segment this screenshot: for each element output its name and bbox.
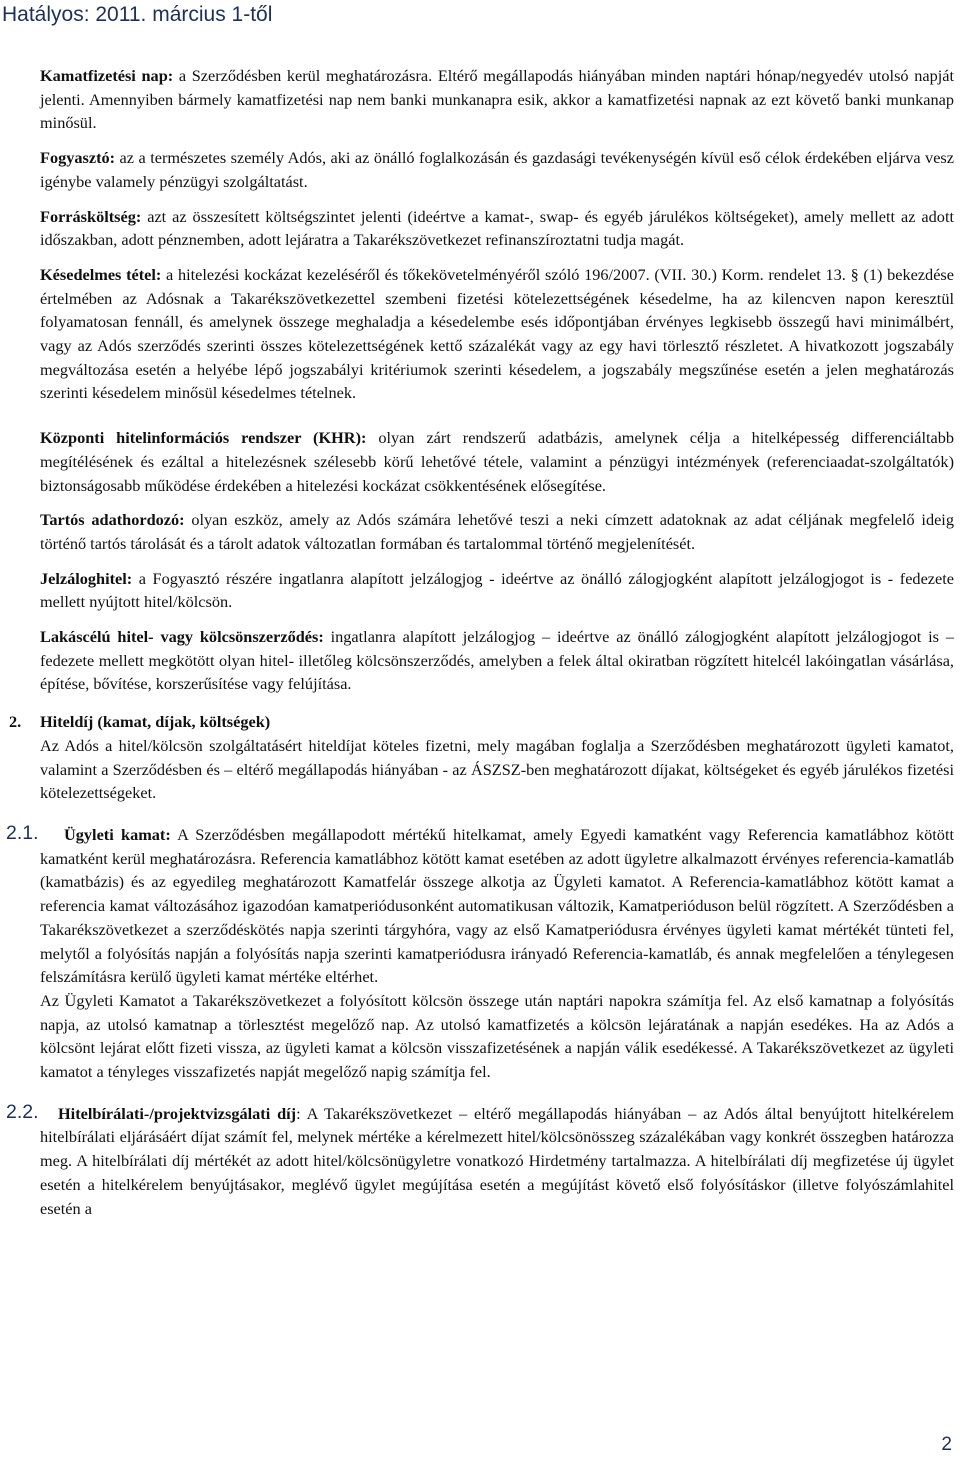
definition-text: azt az összesített költségszintet jelenti (ideértve a kamat-, swap- és egyéb járulékos költségeket), amely mellett az adott időszakban, adott pénznemben, adott lejáratra a Takarékszövetkezet refinanszíroztatni tudja magát. <box>40 206 954 250</box>
definition-kamatfizetesi-nap <box>40 64 954 135</box>
definition-text: a Szerződésben kerül meghatározásra. Eltérő megállapodás hiányában minden naptári hónap/negyedév utolsó napját jelenti. Amennyiben bármely kamatfizetési nap nem banki munkanapra esik, akkor a kamatfizetési napnak az ezt követő banki munkanap minősül. <box>40 66 954 133</box>
term-label: Lakáscélú hitel- vagy kölcsönszerződés: <box>40 627 324 647</box>
definition-lakascelu-hitel <box>40 625 954 696</box>
definition-kesedelmes-tetel <box>40 263 954 405</box>
subsection-number: 2.2. <box>6 1100 39 1123</box>
term-label: Kamatfizetési nap: <box>40 66 174 85</box>
definition-khr <box>40 426 954 497</box>
subsection-term: Ügyleti kamat: <box>64 824 171 844</box>
term-label: Tartós adathordozó: <box>40 510 185 530</box>
term-label: Jelzáloghitel: <box>40 568 133 588</box>
term-label: Fogyasztó: <box>40 148 116 168</box>
definition-tartos-adathordozo <box>40 508 954 555</box>
definition-text: a hitelezési kockázat kezeléséről és tőkekövetelményéről szóló 196/2007. (VII. 30.) Korm. rendelet 13. § (1) bekezdése értelmében az Adósnak a Takarékszövetkezettel szembeni fizetési kötelezettségének késedelme, ha az kilencven napon keresztül folyamatosan fennáll, és amelynek összege meghaladja a késedelembe esés időpontjában érvényes legkisebb összegű havi minimálbért, vagy az Adós szerződés szerinti összes kötelezettségének kettő százalékát vagy az egy havi törlesztő részletet. A hivatkozott jogszabály megváltozása esetén a helyébe lépő jogszabályi kritériumok szerinti késedelem, a jogszabály megszűnése esetén a jelen meghatározás szerinti késedelem minősül késedelmes tételnek. <box>40 264 954 403</box>
term-label: Késedelmes tétel: <box>40 264 162 284</box>
subsection-text: : A Takarékszövetkezet – eltérő megállapodás hiányában – az Adós által benyújtott hitelkérelem hitelbírálati eljárásáért díjat számít fel, melynek mértéke a kérelmezett hitel/kölcsönösszeg százalékában vagy konkrét összegben határozza meg. A hitelbírálati díj mértékét az adott hitel/kölcsönügyletre vonatkozó Hirdetmény tartalmazza. A hitelbírálati díj megfizetése új ügylet esetén a hitelkérelem benyújtásakor, meglévő ügylet megújítása esetén a megújítást követő első folyósításkor (illetve folyószámlahitel esetén a <box>40 1103 954 1218</box>
section-2-2 <box>6 1100 954 1221</box>
term-label: Központi hitelinformációs rendszer (KHR): <box>40 428 367 448</box>
validity-header: Hatályos: 2011. március 1-től <box>2 3 273 26</box>
subsection-term: Hitelbírálati-/projektvizsgálati díj <box>58 1103 297 1123</box>
section-title: Hiteldíj (kamat, díjak, költségek) <box>40 712 271 732</box>
definition-text: ingatlanra alapított jelzálogjog – ideértve az önálló zálogjogként alapított jelzálogjogot is – fedezete mellett megkötött olyan hitel- illetőleg kölcsönszerződés, amelyben a felek által okiratban rögzített hitelcél lakóingatlan vásárlása, építése, bővítése, korszerűsítése vagy felújítása. <box>40 627 954 694</box>
definition-fogyaszto <box>40 146 954 193</box>
page-number: 2 <box>941 1434 952 1455</box>
subsection-number: 2.1. <box>6 821 39 844</box>
definition-forraskoltseg <box>40 205 954 252</box>
definition-text: az a természetes személy Adós, aki az önálló foglalkozásán és gazdasági tevékenységén kívül eső célok érdekében eljárva vesz igénybe valamely pénzügyi szolgáltatást. <box>40 148 954 191</box>
definition-text: olyan zárt rendszerű adatbázis, amelynek célja a hitelképesség differenciáltabb megítélésének és ezáltal a hitelezésnek szélesebb körű lehetővé tétele, valamint a pénzügyi intézmények (referenciaadat-szolgáltatók) biztonságosabb működése érdekében a hitelezési kockázat csökkentésének elősegítése. <box>40 428 955 495</box>
definition-text: olyan eszköz, amely az Adós számára lehetővé teszi a neki címzett adatoknak az adat céljának megfelelő ideig történő tartós tárolását és a tárolt adatok változatlan formában és tartalommal történő megjelenítését. <box>40 510 954 553</box>
term-label: Forrásköltség: <box>40 206 142 226</box>
subsection-text: A Szerződésben megállapodott mértékű hitelkamat, amely Egyedi kamatként vagy Referencia kamatlábhoz kötött kamatként kerül meghatározásra. Referencia kamatlábhoz kötött kamat esetében az adott ügyletre alkalmazott érvényes referencia-kamatláb (kamatbázis) és az egyedileg meghatározott Kamatfelár összege alkotja az Ügyleti kamatot. A Referencia-kamatlábhoz kötött kamat a referencia kamat változásához igazodóan kamatperiódusonként automatikusan változik, Kamatperióduson belül rögzített. A Szerződésben a Takarékszövetkezet a szerződéskötés napja szerinti tárgyhóra, vagy az első Kamatperiódusra érvényes ügyleti kamat mértékét tünteti fel, melytől a folyósítás napján a folyósítás napja szerinti kamatperiódusra irányadó Referencia-kamatláb, és annak megfelelően a ténylegesen felszámításra kerülő ügyleti kamat mértéke eltérhet. <box>40 824 954 987</box>
section-number: 2. <box>9 712 22 732</box>
definition-jelzaloghitel <box>40 567 954 614</box>
definition-text: a Fogyasztó részére ingatlanra alapított jelzálogjog - ideértve az önálló zálogjogként alapított jelzálogjogot is - fedezete mellett nyújtott hitel/kölcsön. <box>40 568 954 612</box>
document-body <box>6 64 955 1220</box>
subsection-text-continued: Az Ügyleti Kamatot a Takarékszövetkezet a folyósított kölcsön összege után naptári napokra számítja fel. Az első kamatnap a folyósítás napja, az utolsó kamatnap a törlesztést megelőző nap. Az utolsó kamatfizetés a kölcsön lejáratának a napján esedékes. Ha az Adós a kölcsönt lejárat előtt fizeti vissza, az ügyleti kamat a kölcsön visszafizetésének a napján válik esedékessé. A Takarékszövetkezet az ügyleti kamatot a tényleges visszafizetés napját megelőző napig számítja fel. <box>40 990 954 1082</box>
section-text: Az Adós a hitel/kölcsön szolgáltatásért hiteldíjat köteles fizetni, mely magában foglalja a Szerződésben meghatározott ügyleti kamatot, valamint a Szerződésben és – eltérő megállapodás hiányában - az ÁSZSZ-ben meghatározott díjakat, költségeket és egyéb járulékos fizetési kötelezettségeket. <box>40 735 954 803</box>
section-2 <box>9 710 954 805</box>
section-2-1 <box>6 821 954 1084</box>
